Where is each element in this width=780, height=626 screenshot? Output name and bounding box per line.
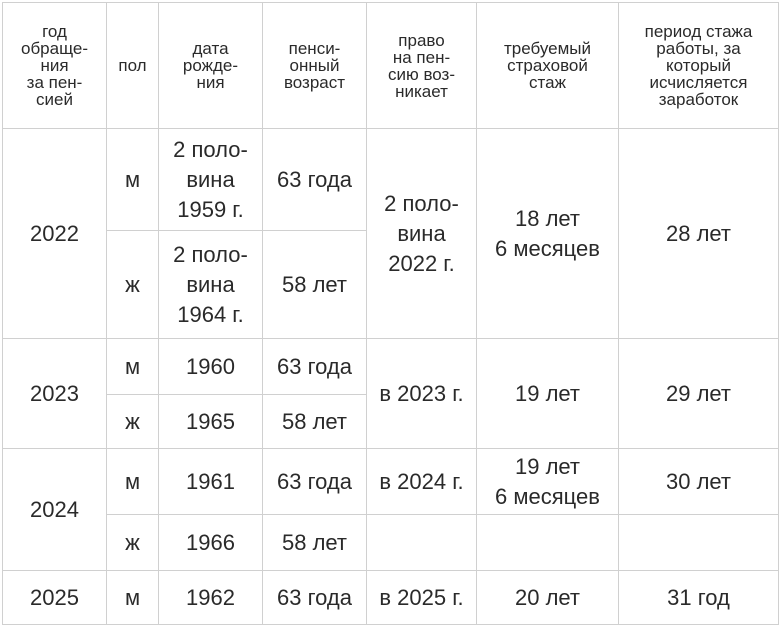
- table-row: [3, 449, 779, 515]
- birth-date-cell: 1961: [159, 449, 263, 515]
- earnings-period-cell: 29 лет: [619, 339, 779, 449]
- header-pension-age: пенси- онный возраст: [263, 3, 367, 129]
- birth-date-cell: 1965: [159, 395, 263, 449]
- experience-cell: 19 лет 6 месяцев: [477, 449, 619, 515]
- experience-cell: 20 лет: [477, 571, 619, 625]
- pension-age-cell: 63 года: [263, 339, 367, 395]
- pension-table: [2, 2, 779, 625]
- pension-right-cell: 2 поло- вина 2022 г.: [367, 129, 477, 339]
- sex-cell: м: [107, 449, 159, 515]
- header-sex: пол: [107, 3, 159, 129]
- header-year: год обраще- ния за пен- сией: [3, 3, 107, 129]
- birth-date-cell: 1960: [159, 339, 263, 395]
- year-cell: 2025: [3, 571, 107, 625]
- pension-age-cell: 58 лет: [263, 395, 367, 449]
- header-pension-right: право на пен- сию воз- никает: [367, 3, 477, 129]
- birth-date-cell: 1962: [159, 571, 263, 625]
- experience-cell: 19 лет: [477, 339, 619, 449]
- birth-date-cell: 2 поло- вина 1964 г.: [159, 231, 263, 339]
- header-required-experience: требуемый страховой стаж: [477, 3, 619, 129]
- pension-age-cell: 58 лет: [263, 515, 367, 571]
- header-birth-date: дата рожде- ния: [159, 3, 263, 129]
- earnings-period-cell: 31 год: [619, 571, 779, 625]
- sex-cell: ж: [107, 231, 159, 339]
- experience-cell: 18 лет 6 месяцев: [477, 129, 619, 339]
- year-cell: 2024: [3, 449, 107, 571]
- empty-cell: [367, 515, 477, 571]
- sex-cell: м: [107, 339, 159, 395]
- earnings-period-cell: 30 лет: [619, 449, 779, 515]
- pension-age-cell: 58 лет: [263, 231, 367, 339]
- sex-cell: м: [107, 571, 159, 625]
- sex-cell: м: [107, 129, 159, 231]
- pension-age-cell: 63 года: [263, 449, 367, 515]
- pension-right-cell: в 2023 г.: [367, 339, 477, 449]
- empty-cell: [477, 515, 619, 571]
- table-row: [3, 339, 779, 395]
- sex-cell: ж: [107, 395, 159, 449]
- birth-date-cell: 2 поло- вина 1959 г.: [159, 129, 263, 231]
- year-cell: 2022: [3, 129, 107, 339]
- pension-right-cell: в 2024 г.: [367, 449, 477, 515]
- pension-age-cell: 63 года: [263, 129, 367, 231]
- pension-age-cell: 63 года: [263, 571, 367, 625]
- table-row: [3, 129, 779, 231]
- header-earnings-period: период стажа работы, за который исчисляется заработок: [619, 3, 779, 129]
- table-row: [3, 571, 779, 625]
- earnings-period-cell: 28 лет: [619, 129, 779, 339]
- table-row: [3, 515, 779, 571]
- sex-cell: ж: [107, 515, 159, 571]
- empty-cell: [619, 515, 779, 571]
- header-row: [3, 3, 779, 129]
- pension-right-cell: в 2025 г.: [367, 571, 477, 625]
- year-cell: 2023: [3, 339, 107, 449]
- birth-date-cell: 1966: [159, 515, 263, 571]
